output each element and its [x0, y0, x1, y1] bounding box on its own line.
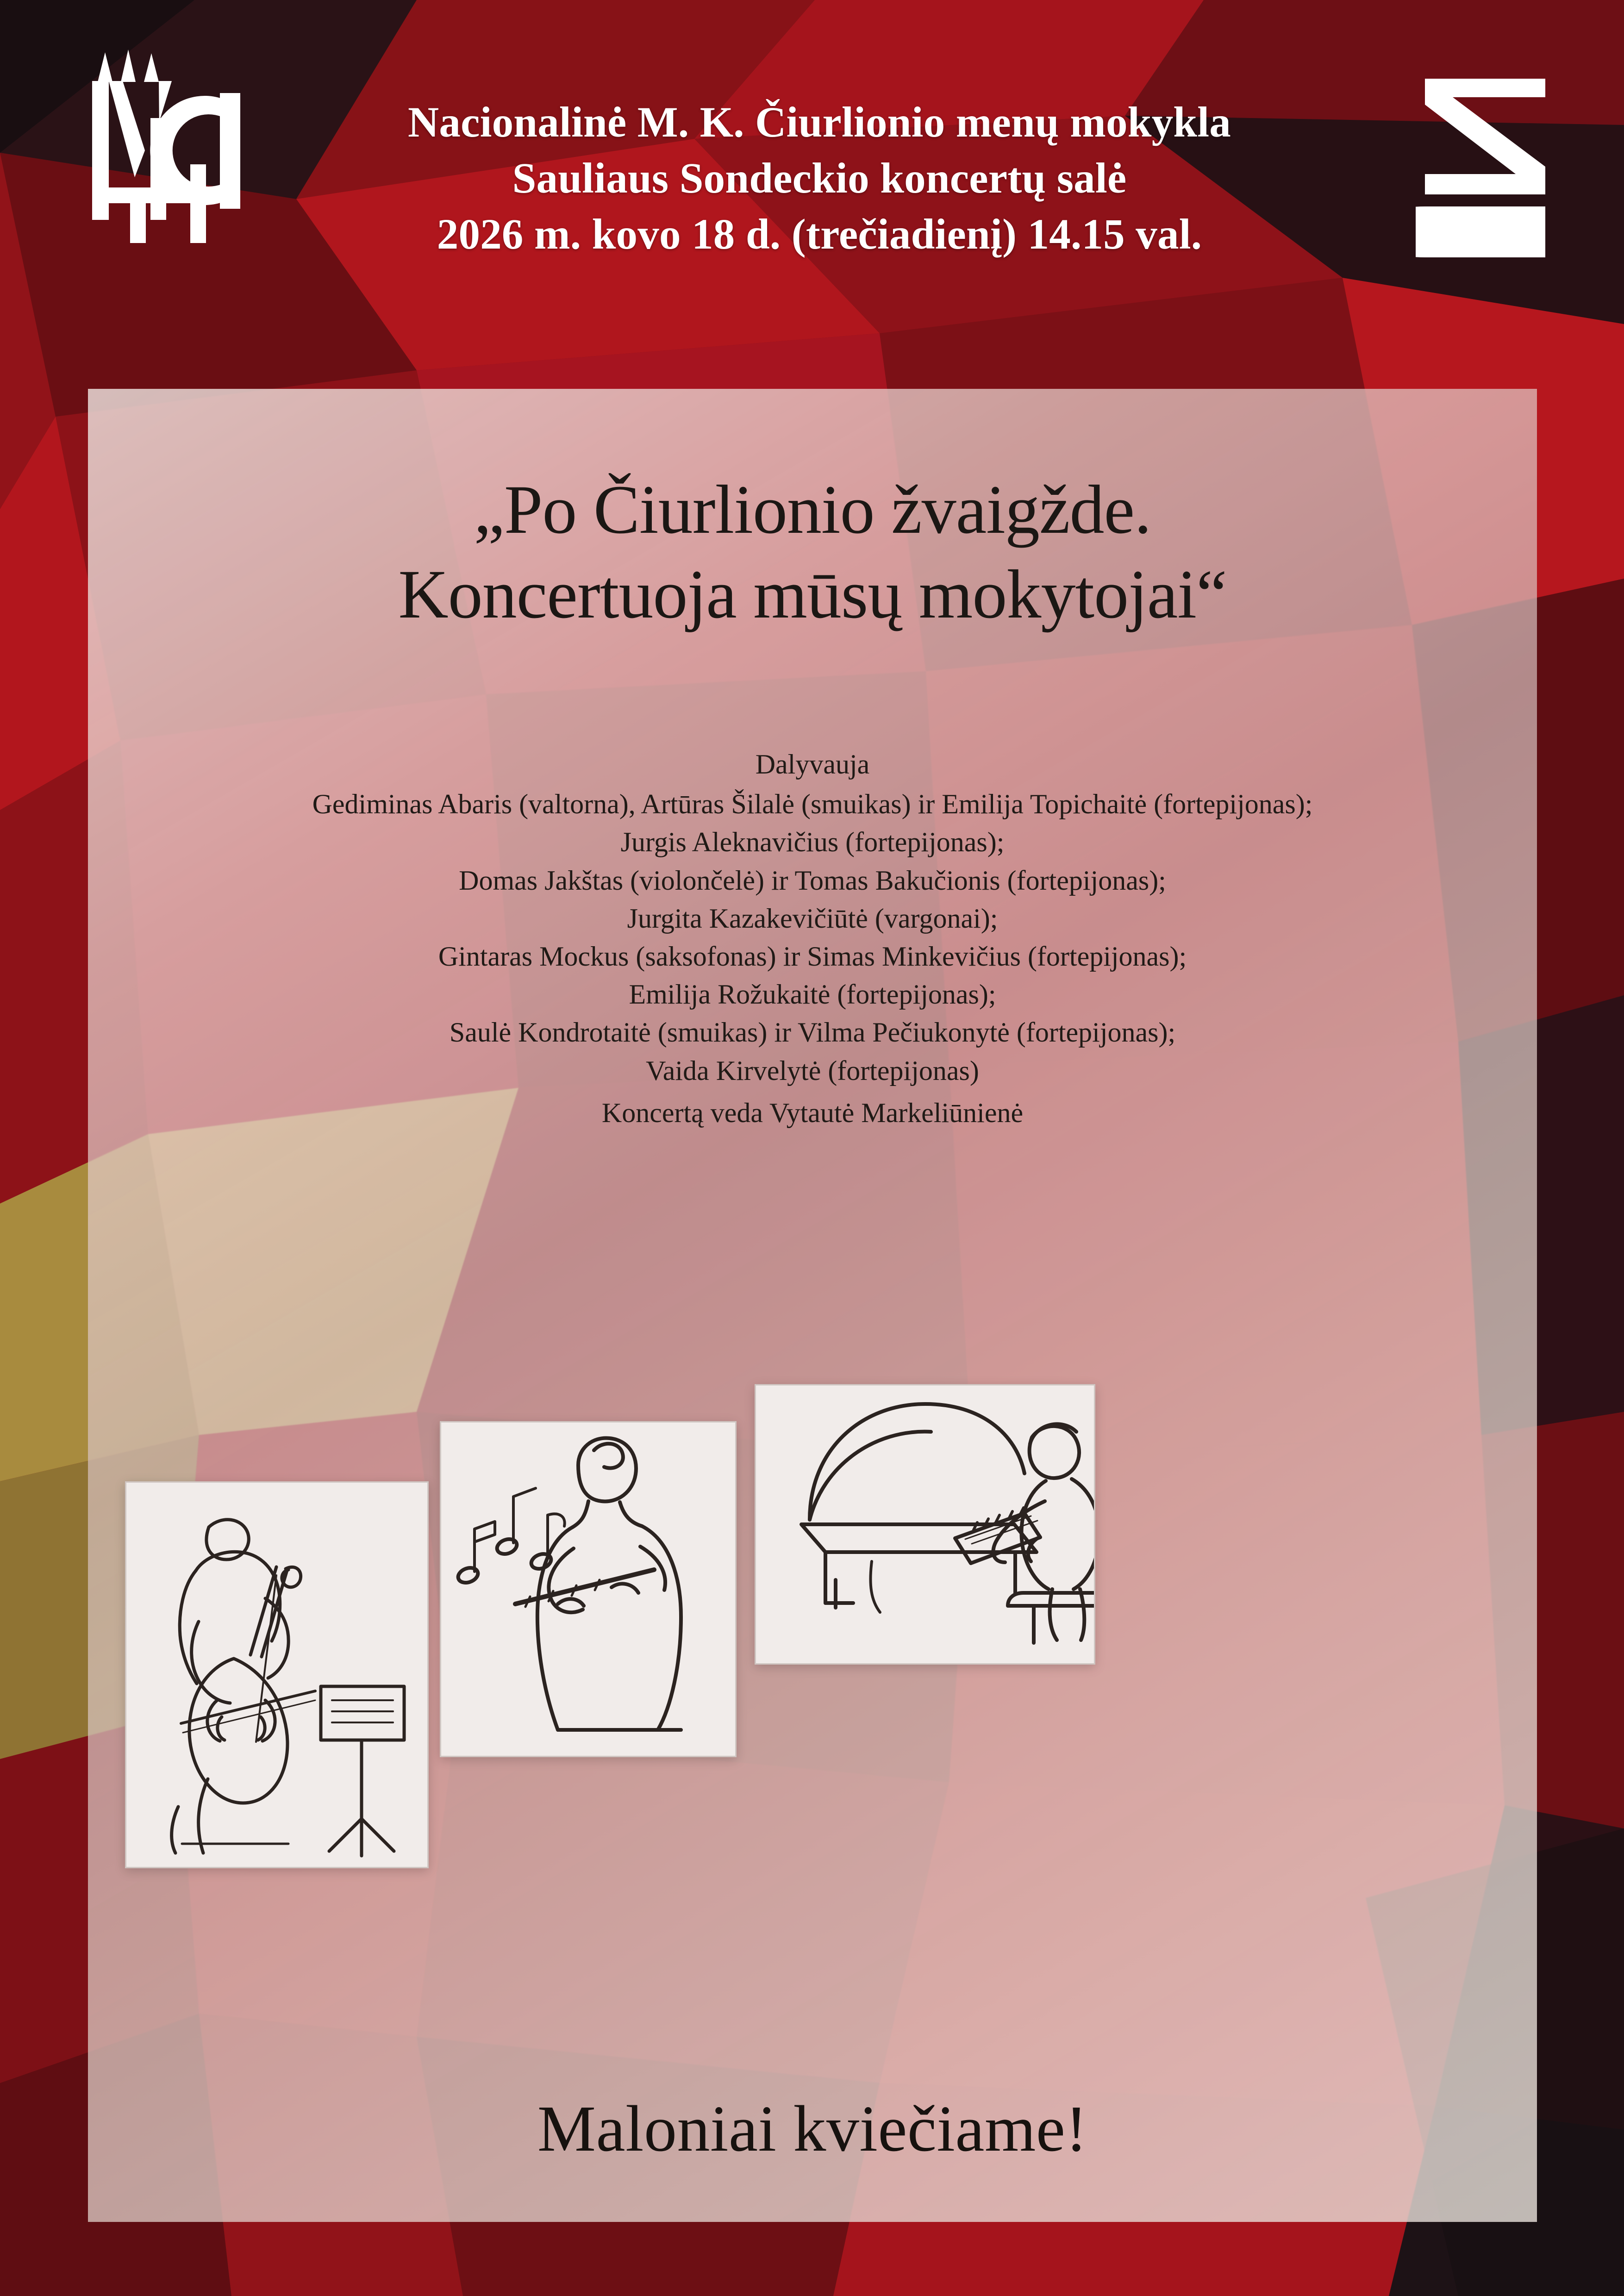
performer-line: Gediminas Abaris (valtorna), Artūras Šilalė (smuikas) ir Emilija Topichaitė (fortepijonas);	[312, 789, 1313, 820]
main-content-panel	[88, 389, 1537, 2222]
performer-line: Domas Jakštas (violončelė) ir Tomas Bakučionis (fortepijonas);	[459, 865, 1166, 896]
header-text-block	[259, 95, 1380, 263]
pianist-line-drawing	[756, 1385, 1094, 1663]
event-datetime: 2026 m. kovo 18 d. (trečiadienį) 14.15 val.	[437, 210, 1202, 258]
performer-line: Jurgis Aleknavičius (fortepijonas);	[620, 827, 1005, 858]
performer-line: Saulė Kondrotaitė (smuikas) ir Vilma Pečiukonytė (fortepijonas);	[449, 1017, 1176, 1048]
flutist-line-drawing	[441, 1423, 735, 1756]
poster-header	[0, 0, 1624, 366]
concert-host: Koncertą veda Vytautė Markeliūnienė	[601, 1098, 1024, 1128]
monogram-icon	[81, 49, 248, 248]
title-line-2: Koncertuoja mūsų mokytojai“	[398, 556, 1227, 633]
flag-sigma-icon	[1416, 69, 1555, 268]
cellist-line-drawing	[126, 1483, 427, 1867]
cellist-illustration	[125, 1481, 429, 1868]
performer-line: Jurgita Kazakevičiūtė (vargonai);	[627, 903, 998, 934]
title-line-1: „Po Čiurlionio žvaigžde.	[474, 471, 1151, 548]
institution-name: Nacionalinė M. K. Čiurlionio menų mokykla	[408, 99, 1231, 146]
pianist-illustration	[755, 1384, 1095, 1665]
performer-line: Gintaras Mockus (saksofonas) ir Simas Minkevičius (fortepijonas);	[438, 941, 1187, 972]
invitation-text: Maloniai kviečiame!	[537, 2092, 1088, 2165]
sondeckis-hall-flag-logo	[1416, 69, 1555, 268]
performer-line: Emilija Rožukaitė (fortepijonas);	[629, 979, 996, 1010]
venue-name: Sauliaus Sondeckio koncertų salė	[512, 154, 1127, 202]
ciurlionis-school-monogram-logo	[81, 49, 248, 248]
concert-title	[88, 468, 1537, 637]
performer-line: Vaida Kirvelytė (fortepijonas)	[646, 1055, 979, 1086]
performers-list	[88, 745, 1537, 1090]
flutist-illustration	[440, 1421, 737, 1757]
performers-lead: Dalyvauja	[755, 749, 870, 780]
